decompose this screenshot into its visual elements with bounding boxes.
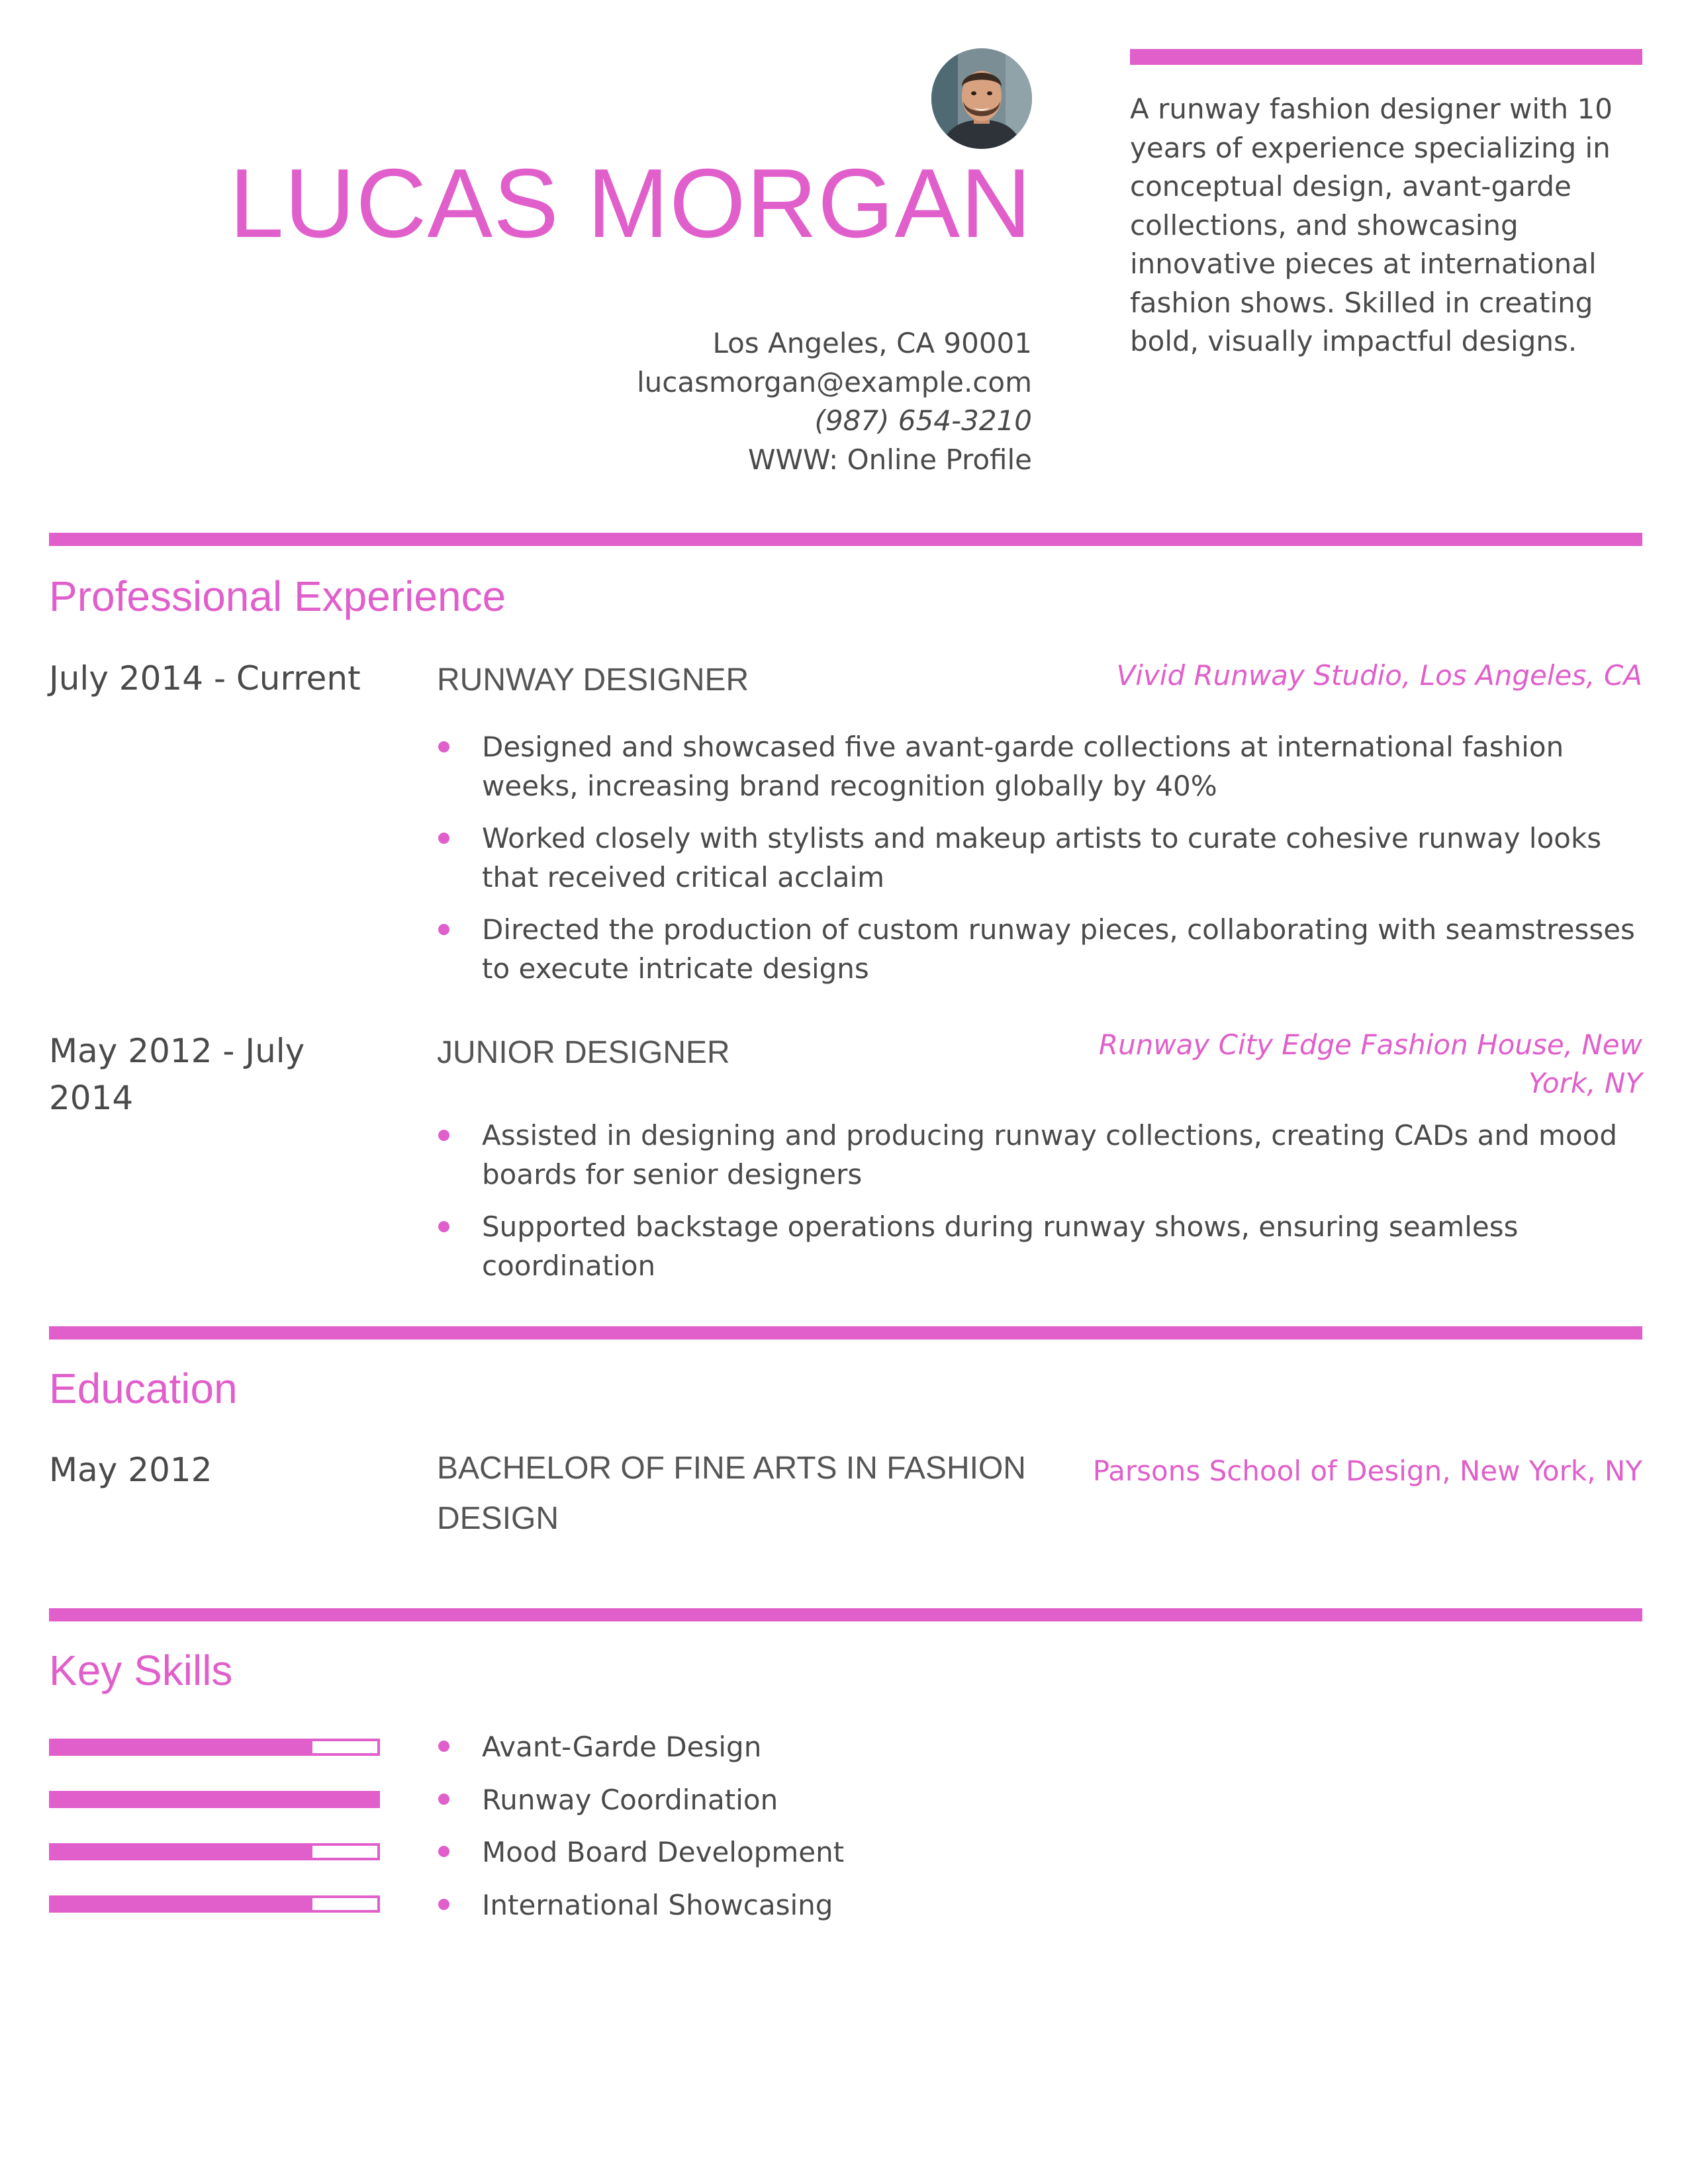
section-divider: [49, 1326, 1642, 1340]
email[interactable]: lucasmorgan@example.com: [637, 365, 1032, 398]
list-item: Directed the production of custom runway pieces, collaborating with seamstresses to execute intricate designs: [437, 911, 1648, 988]
job-title: RUNWAY DESIGNER: [437, 662, 749, 698]
bullet-icon: [438, 1794, 449, 1805]
job-date: July 2014 - Current: [49, 659, 361, 698]
job-title: JUNIOR DESIGNER: [437, 1035, 730, 1070]
skills-list: [437, 1728, 1231, 1938]
section-divider: [49, 1608, 1642, 1621]
education-degree: BACHELOR OF FINE ARTS IN FASHION DESIGN: [437, 1451, 1026, 1536]
list-item: Supported backstage operations during runway shows, ensuring seamless coordination: [437, 1208, 1648, 1285]
job-bullets: [437, 1116, 1648, 1299]
skill-item: International Showcasing: [437, 1886, 1231, 1939]
skill-level-fill: [52, 1741, 312, 1753]
section-divider: [49, 533, 1642, 546]
job-company: Vivid Runway Studio, Los Angeles, CA: [1116, 659, 1642, 692]
candidate-name: LUCAS MORGAN: [229, 149, 1032, 258]
contact-block: [637, 324, 1032, 479]
education-school: Parsons School of Design, New York, NY: [1092, 1455, 1642, 1487]
skill-level-fill: [52, 1794, 377, 1805]
avatar: [931, 48, 1032, 149]
section-title-skills: Key Skills: [49, 1647, 233, 1694]
summary-text: A runway fashion designer with 10 years of experience specializing in conceptual design, avant-garde collections, and showcasing innovative pieces at international fashion shows. Skilled in creating bold, visually impactful designs.: [1130, 93, 1613, 357]
list-item: Assisted in designing and producing runway collections, creating CADs and mood boards for senior designers: [437, 1116, 1648, 1194]
section-title-education: Education: [49, 1365, 238, 1412]
bullet-icon: [438, 1130, 449, 1141]
phone: (987) 654-3210: [814, 404, 1032, 437]
skill-item: Mood Board Development: [437, 1833, 1231, 1886]
skill-level-fill: [52, 1846, 312, 1858]
skill-level-bar: [49, 1791, 380, 1808]
summary-divider: [1130, 49, 1642, 65]
job-bullets: [437, 728, 1648, 1002]
job-date: May 2012 - July 2014: [49, 1032, 305, 1117]
skill-level-bar: [49, 1739, 380, 1756]
address: Los Angeles, CA 90001: [712, 327, 1032, 359]
education-date: May 2012: [49, 1451, 212, 1489]
profile-photo: [931, 48, 1032, 149]
list-item: Designed and showcased five avant-garde collections at international fashion weeks, increasing brand recognition globally by 40%: [437, 728, 1648, 805]
bullet-icon: [438, 833, 449, 844]
skill-level-fill: [52, 1898, 312, 1910]
bullet-icon: [438, 1741, 449, 1752]
bullet-icon: [438, 741, 449, 752]
skill-item: Runway Coordination: [437, 1781, 1231, 1834]
bullet-icon: [438, 924, 449, 935]
section-title-experience: Professional Experience: [49, 572, 506, 620]
website-link[interactable]: WWW: Online Profile: [747, 443, 1032, 476]
skill-level-bar: [49, 1843, 380, 1860]
list-item: Worked closely with stylists and makeup artists to curate cohesive runway looks that received critical acclaim: [437, 819, 1648, 897]
job-company: Runway City Edge Fashion House, New York, NY: [1098, 1028, 1642, 1099]
bullet-icon: [438, 1899, 449, 1910]
bullet-icon: [438, 1221, 449, 1232]
skill-level-bar: [49, 1895, 380, 1913]
bullet-icon: [438, 1846, 449, 1857]
skill-item: Avant-Garde Design: [437, 1728, 1231, 1781]
